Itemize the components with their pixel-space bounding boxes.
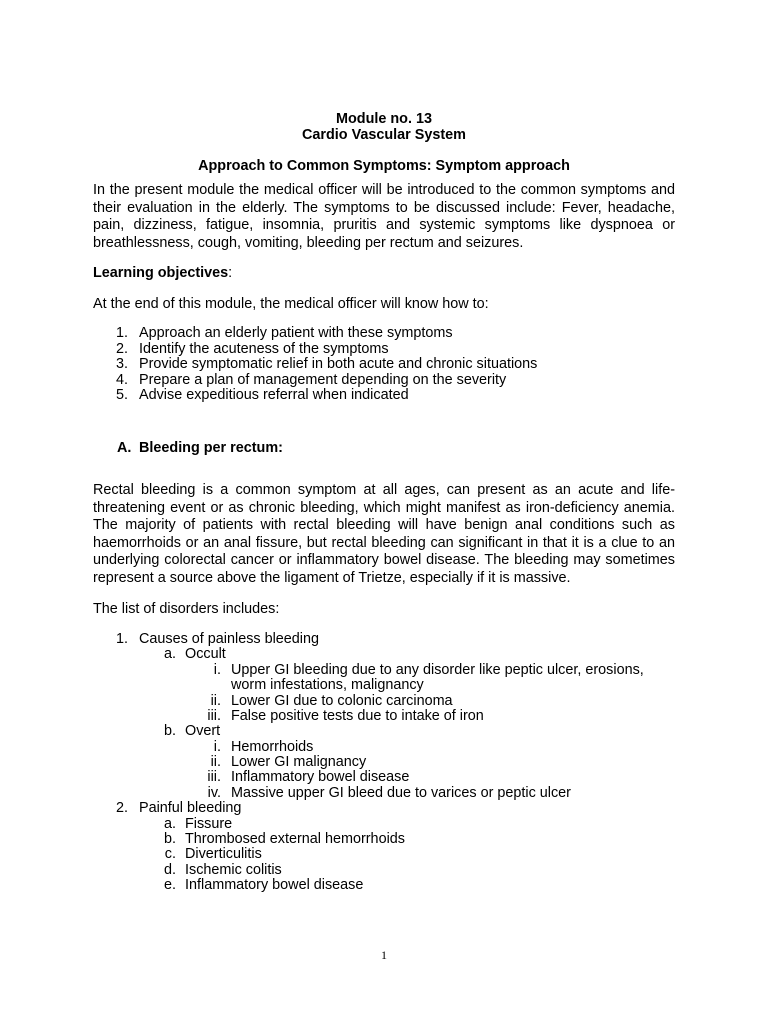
section-a-paragraph: Rectal bleeding is a common symptom at all ages, can present as an acute and life-threatening event or as chronic bleeding, which might manifest as iron-deficiency anemia. The majority of patients with rectal bleeding will have benign anal conditions such as haemorrhoids or an anal fissure, but rectal bleeding can significant in that it is a clue to an underlying colorectal cancer or inflammatory bowel disease. The bleeding may sometimes represent a source above the ligament of Trietze, especially if it is massive.	[93, 482, 675, 586]
list-item-text: Ischemic colitis	[185, 862, 282, 878]
disorders-lead: The list of disorders includes:	[93, 601, 280, 617]
list-item-text: Occult	[185, 646, 226, 662]
module-subtitle: Approach to Common Symptoms: Symptom approach	[198, 158, 570, 174]
list-item-letter: e.	[163, 877, 176, 893]
list-item-number: 4.	[115, 372, 128, 388]
page-number: 1	[381, 948, 387, 962]
list-item-number: 2.	[115, 341, 128, 357]
list-item-text-continued: worm infestations, malignancy	[231, 677, 424, 693]
list-item-text: Painful bleeding	[139, 800, 242, 816]
list-item-letter: b.	[163, 831, 176, 847]
list-item-number: 1.	[115, 631, 128, 647]
list-item-text: Massive upper GI bleed due to varices or peptic ulcer	[231, 785, 571, 801]
list-item-roman: ii.	[210, 693, 221, 709]
list-item-text: Diverticulitis	[185, 846, 262, 862]
list-item-text: Approach an elderly patient with these symptoms	[139, 325, 453, 341]
list-item-text: Inflammatory bowel disease	[231, 769, 410, 785]
list-item-text: Hemorrhoids	[231, 739, 314, 755]
objectives-lead: At the end of this module, the medical officer will know how to:	[93, 296, 489, 312]
list-item-roman: iii.	[207, 769, 221, 785]
list-item-text: Provide symptomatic relief in both acute and chronic situations	[139, 356, 538, 372]
objectives-heading	[93, 265, 232, 281]
list-item-text: Prepare a plan of management depending on the severity	[139, 372, 507, 388]
list-item-text: Inflammatory bowel disease	[185, 877, 364, 893]
list-item-text: Causes of painless bleeding	[139, 631, 320, 647]
list-item-letter: c.	[164, 846, 176, 862]
list-item-number: 3.	[115, 356, 128, 372]
intro-paragraph: In the present module the medical officer will be introduced to the common symptoms and their evaluation in the elderly. The symptoms to be discussed include: Fever, headache, pain, dizziness, fatigue, insomnia, pruritis and systemic symptoms like dyspnoea or breathlessness, cough, vomiting, bleeding per rectum and seizures.	[93, 182, 675, 251]
list-item-roman: i.	[213, 739, 221, 755]
list-item-roman: ii.	[210, 754, 221, 770]
list-item-number: 2.	[115, 800, 128, 816]
list-item-text: Identify the acuteness of the symptoms	[139, 341, 389, 357]
objectives-heading-colon: :	[228, 265, 233, 281]
list-item-text: Fissure	[185, 816, 233, 832]
list-item-letter: d.	[163, 862, 176, 878]
list-item-letter: a.	[163, 646, 176, 662]
objectives-heading-text: Learning objectives	[93, 265, 229, 281]
list-item-number: 1.	[115, 325, 128, 341]
list-item-letter: b.	[163, 723, 176, 739]
list-item-roman: i.	[213, 662, 221, 678]
module-number: Module no. 13	[336, 111, 432, 127]
list-item-roman: iv.	[207, 785, 221, 801]
list-item-text: False positive tests due to intake of iron	[231, 708, 484, 724]
list-item-text: Thrombosed external hemorrhoids	[185, 831, 405, 847]
list-item-roman: iii.	[207, 708, 221, 724]
list-item-text: Overt	[185, 723, 221, 739]
list-item-text: Lower GI malignancy	[231, 754, 367, 770]
list-item-letter: a.	[163, 816, 176, 832]
list-item-text: Upper GI bleeding due to any disorder like peptic ulcer, erosions,	[231, 662, 644, 678]
section-a-label: A.	[117, 440, 132, 456]
list-item-text: Lower GI due to colonic carcinoma	[231, 693, 453, 709]
list-item-text: Advise expeditious referral when indicated	[139, 387, 409, 403]
list-item-number: 5.	[115, 387, 128, 403]
section-a-title: Bleeding per rectum:	[139, 440, 283, 456]
module-title: Cardio Vascular System	[302, 127, 466, 143]
